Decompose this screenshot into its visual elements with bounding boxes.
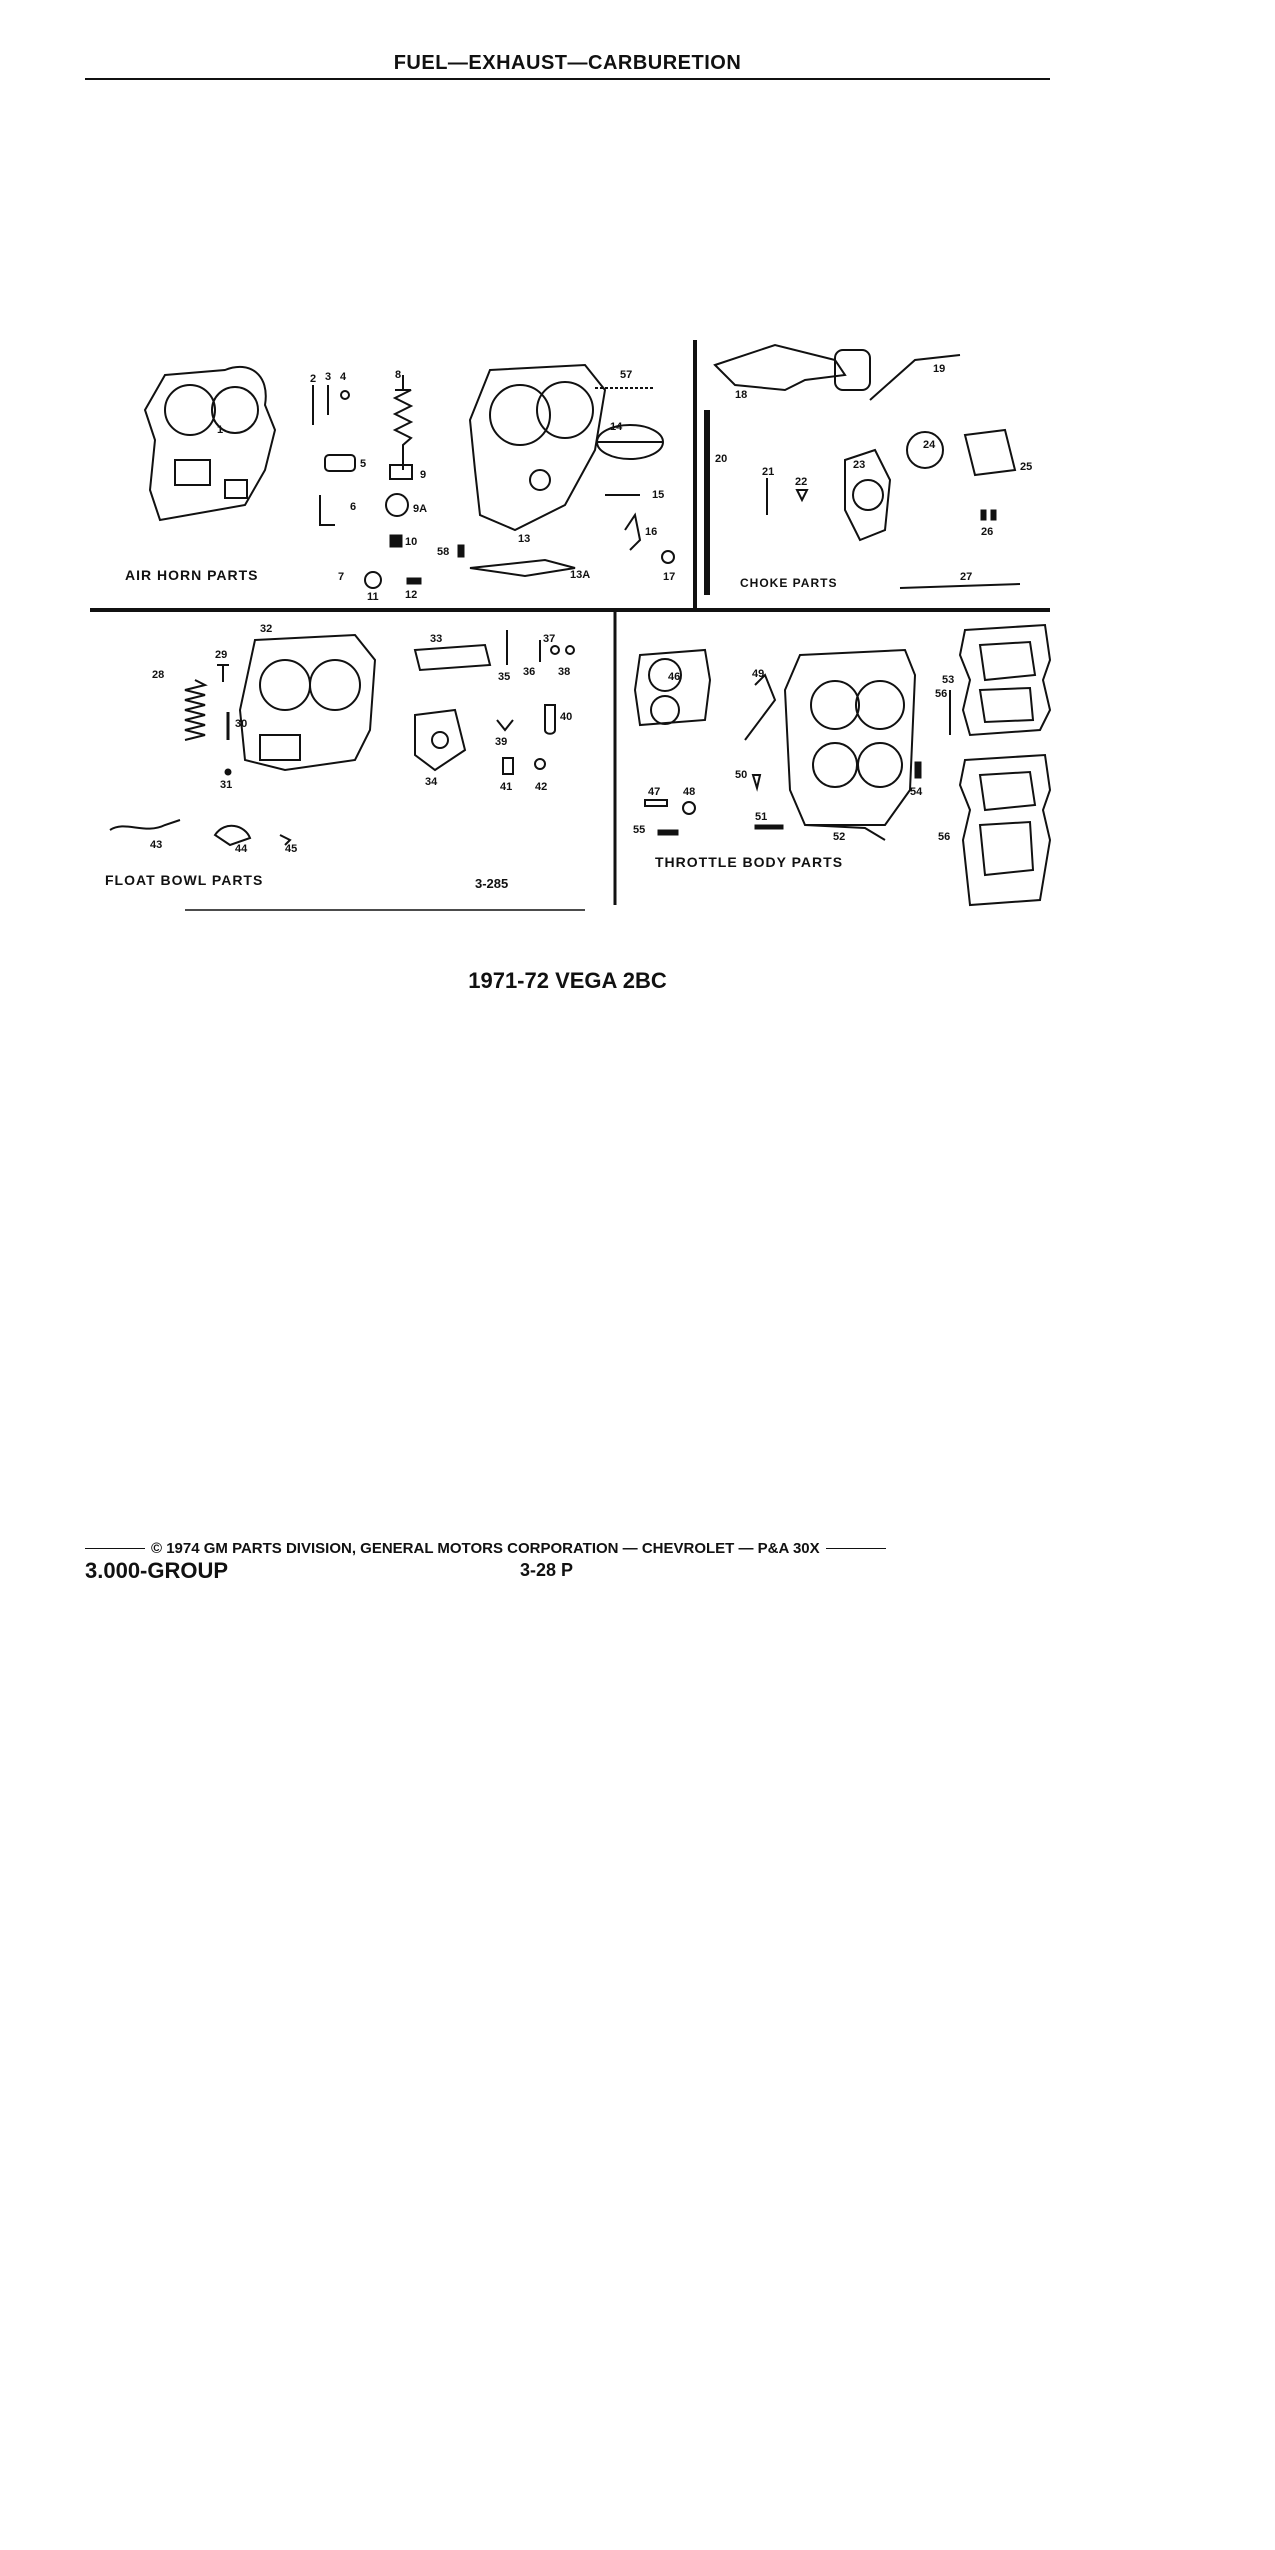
section-label-throttle-body: THROTTLE BODY PARTS [655,854,844,870]
part-label: 7 [338,571,345,583]
part-label: 20 [715,453,728,465]
footer-page-code: 3-28 P [520,1560,574,1580]
section-label-float-bowl: FLOAT BOWL PARTS [105,872,264,888]
part-label: 3 [325,371,332,383]
part-label: 25 [1020,461,1033,473]
part-label: 1 [217,424,224,436]
float-bowl-spring [185,680,205,740]
part-label: 47 [648,786,661,798]
choke-cover [965,430,1015,475]
part-label: 56 [935,688,948,700]
footer-dash-left [85,1548,145,1550]
part-label: 35 [498,671,511,683]
part-label: 53 [942,674,955,686]
section-label-air-horn: AIR HORN PARTS [125,567,259,583]
part-label: 58 [437,546,450,558]
section-label-choke: CHOKE PARTS [740,576,838,590]
part-label: 52 [833,831,846,843]
pump-rod [110,820,180,830]
part-label: 13 [518,533,531,545]
needle-spring [395,375,411,470]
part-label: 46 [668,671,681,683]
part-label: 49 [752,668,765,680]
part-label: 41 [500,781,513,793]
part-label: 21 [762,466,775,478]
part-label: 16 [645,526,658,538]
part-label: 42 [535,781,548,793]
part-label: 23 [853,459,866,471]
part-label: 44 [235,843,248,855]
carburetor-exploded-diagram [85,330,1055,920]
part-label: 10 [405,536,418,548]
footer-dash-right [826,1548,886,1550]
part-label: 24 [923,439,936,451]
part-label: 15 [652,489,665,501]
part-label: 19 [933,363,946,375]
part-label: 30 [235,718,248,730]
part-label: 11 [367,591,379,603]
footer-copyright: © 1974 GM PARTS DIVISION, GENERAL MOTORS CORPORATION — CHEVROLET — P&A 30X [151,1540,820,1557]
part-label: 33 [430,633,443,645]
part-label: 39 [495,736,508,748]
part-label: 12 [405,589,418,601]
throttle-body [785,650,915,825]
choke-vacuum-break [715,345,845,390]
part-label: 40 [560,711,573,723]
part-label: 55 [633,824,646,836]
page-header-title: FUEL—EXHAUST—CARBURETION [393,52,742,74]
part-label: 9 [420,469,427,481]
part-label: 43 [150,839,163,851]
choke-lever-13a [470,560,575,576]
footer-copyright-line [85,1540,1050,1557]
part-label: 56 [938,831,951,843]
part-label: 34 [425,776,438,788]
part-label: 27 [960,571,973,583]
part-label: 32 [260,623,273,635]
part-label: 37 [543,633,556,645]
part-label: 5 [360,458,367,470]
footer-group: 3.000-GROUP [85,1558,229,1583]
throttle-gasket-56-bottom [960,755,1050,905]
part-label: 38 [558,666,571,678]
part-label: 9A [413,503,428,515]
part-label: 4 [340,371,347,383]
part-label: 31 [220,779,233,791]
part-label: 8 [395,369,402,381]
header-rule [85,78,1050,80]
figure-caption: 1971-72 VEGA 2BC [468,968,667,993]
throttle-gasket-56-top [960,625,1050,735]
air-horn-gasket [145,367,275,520]
part-label: 6 [350,501,357,513]
part-label: 14 [610,421,623,433]
part-label: 22 [795,476,808,488]
part-label: 28 [152,669,165,681]
part-label: 17 [663,571,676,583]
part-label: 54 [910,786,923,798]
part-label: 29 [215,649,228,661]
part-label: 36 [523,666,536,678]
part-label: 50 [735,769,748,781]
figure-code: 3-285 [475,876,509,891]
accelerator-pump-linkage [415,710,465,770]
part-label: 45 [285,843,298,855]
part-label: 48 [683,786,696,798]
part-label: 51 [755,811,768,823]
part-label: 57 [620,369,633,381]
part-label: 26 [981,526,994,538]
part-label: 13A [570,569,591,581]
part-label: 2 [310,373,317,385]
part-label: 18 [735,389,748,401]
